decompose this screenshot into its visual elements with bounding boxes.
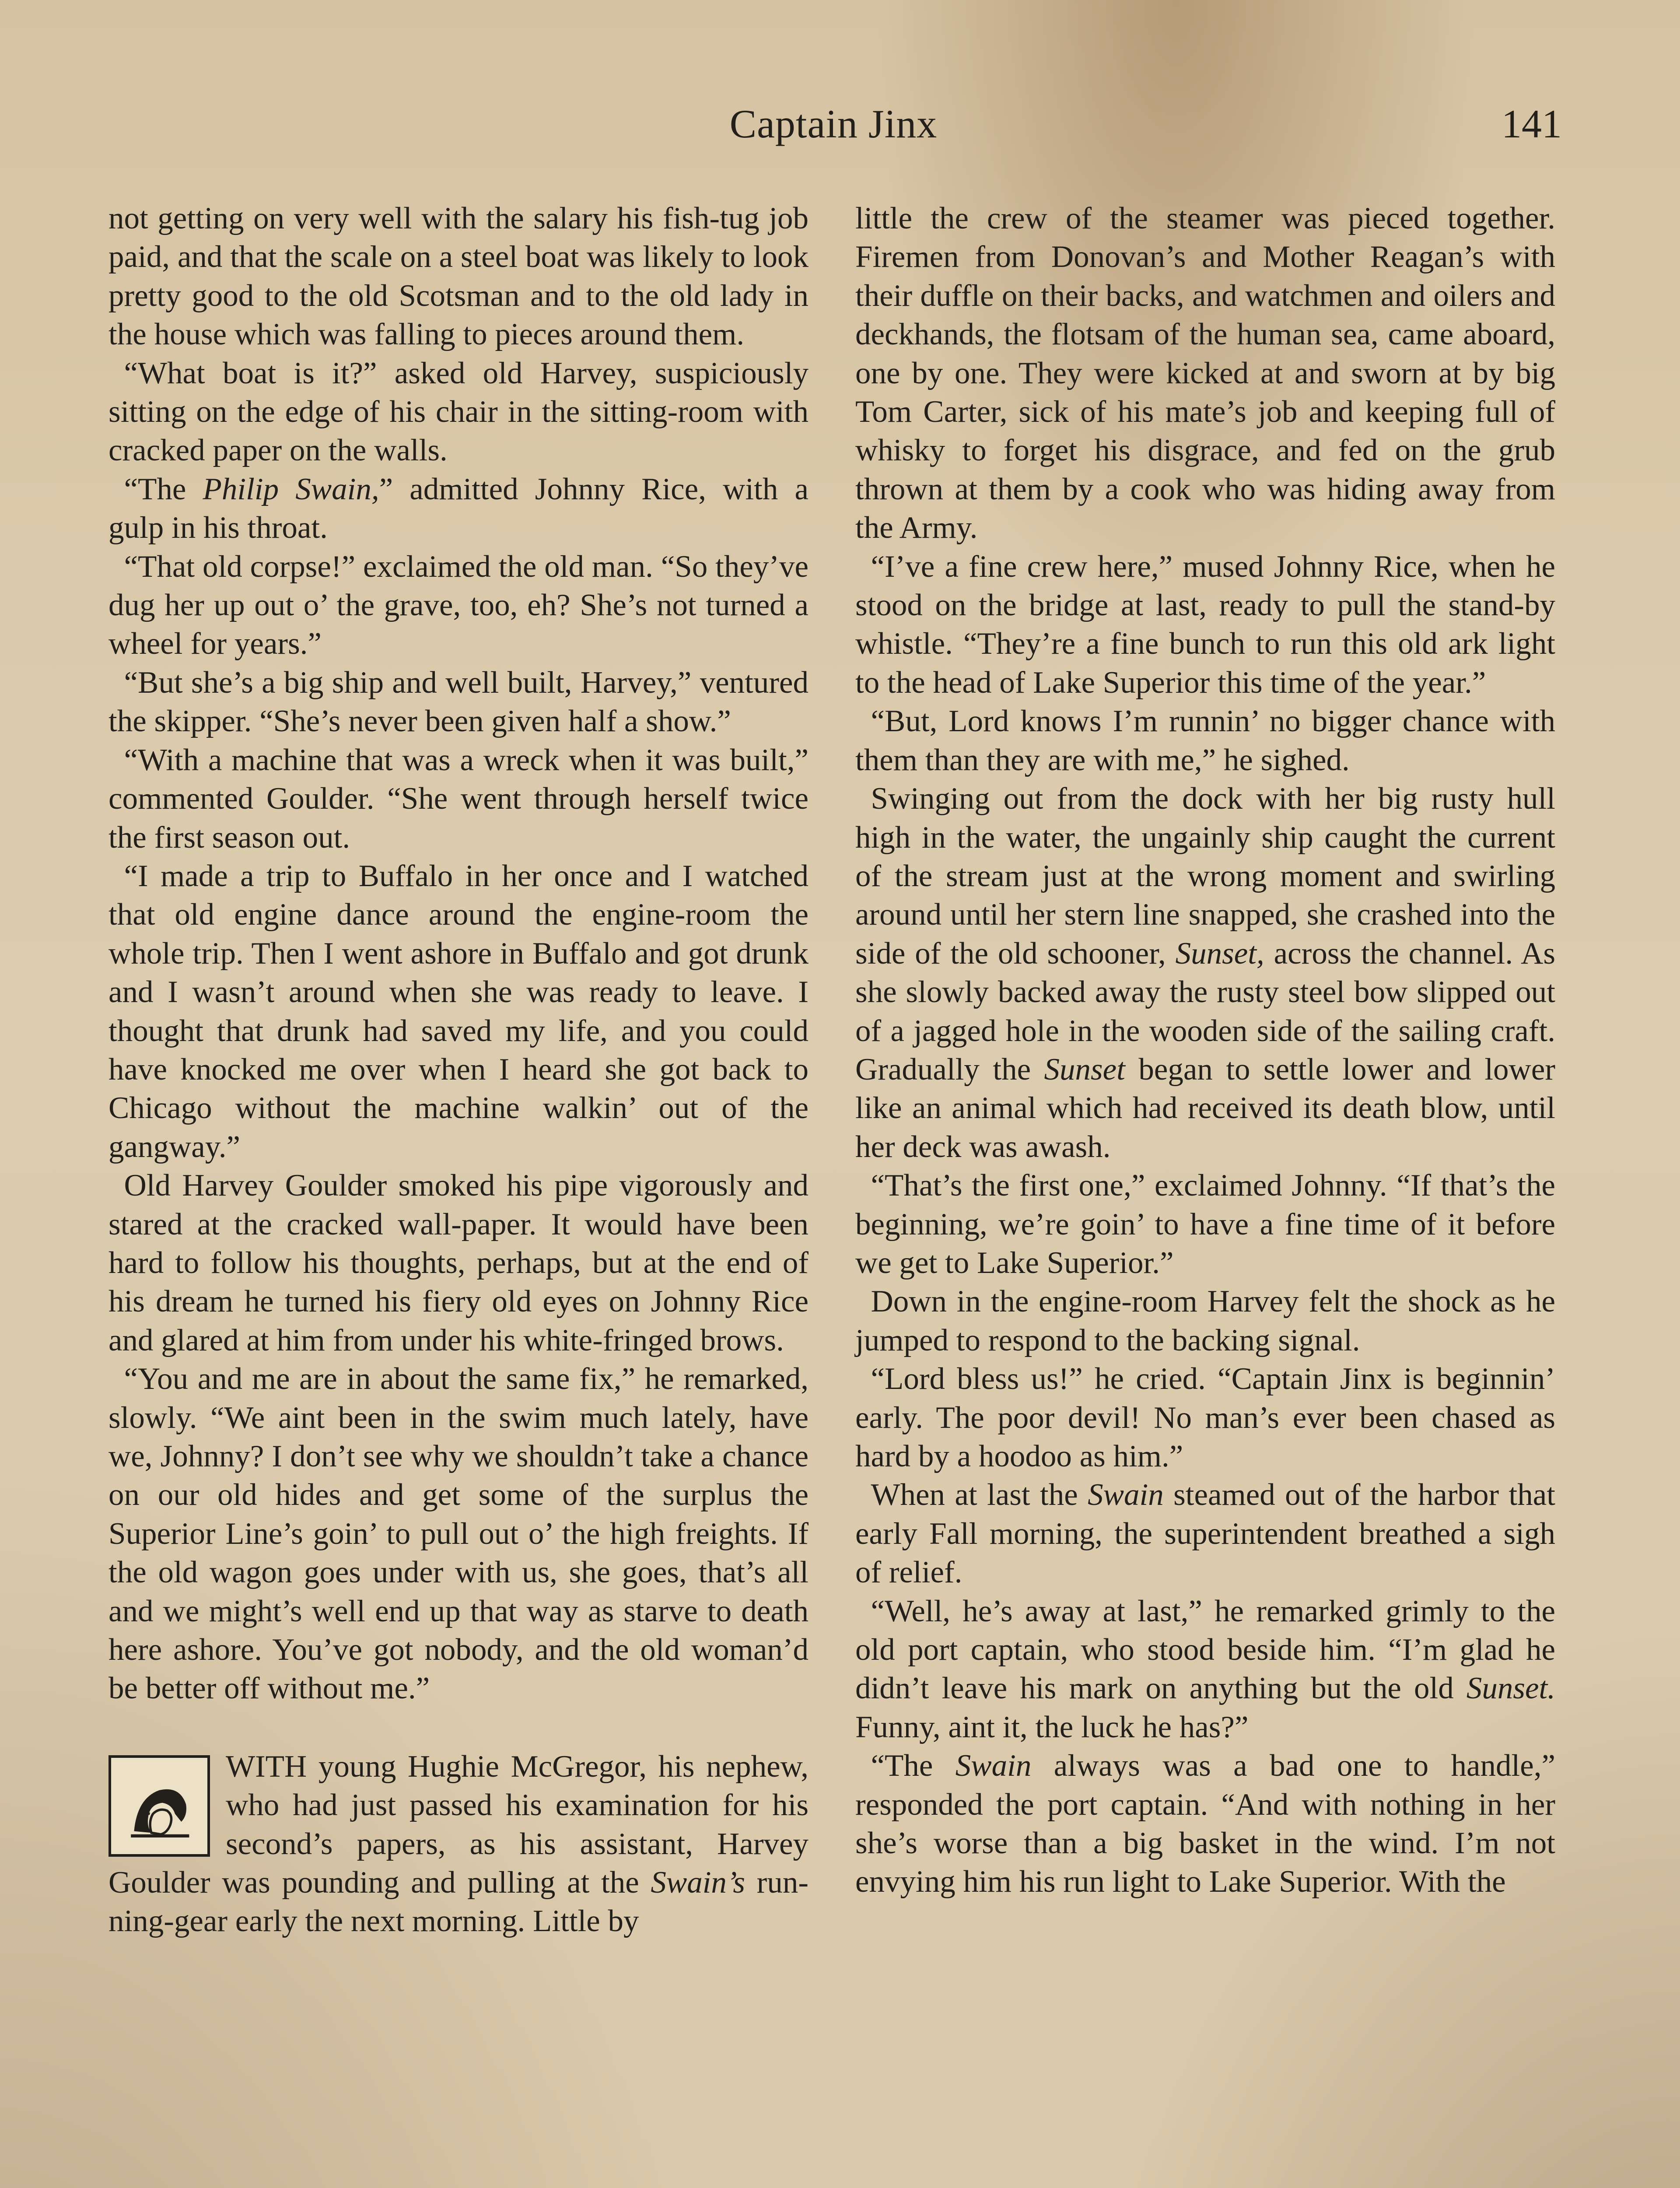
paragraph <box>855 1746 1555 1901</box>
ship-name: Sunset <box>1044 1052 1125 1087</box>
ship-name: Swain <box>1088 1478 1164 1512</box>
ship-name: Swain <box>955 1749 1032 1783</box>
ship-name: Philip Swain, <box>203 472 379 506</box>
paragraph <box>108 470 808 547</box>
paragraph: “What boat is it?” asked old Harvey, suspiciously sitting on the edge of his chair in the sitting-room with cracked paper on the walls. <box>108 356 808 468</box>
paragraph <box>855 779 1555 1166</box>
text-run: running-gear early the next morning. Little by <box>108 1865 808 1939</box>
ship-name: Sunset, <box>1175 936 1264 971</box>
paragraph: Old Harvey Goulder smoked his pipe vigorously and stared at the cracked wall-paper. It would have been hard to follow his thoughts, perhaps, but at the end of his dream he turned his fiery old eyes on Johnny Rice and glared at him from under his white-fringed brows. <box>108 1168 808 1357</box>
left-column <box>108 199 808 1941</box>
text-run: “The <box>871 1749 956 1783</box>
paragraph <box>855 1476 1555 1592</box>
text-run: always was a bad one to handle,” responded the port captain. “And with nothing in her she’s worse than a big basket in the wind. I’m not envying him his run light to Lake Superior. With the <box>855 1749 1555 1899</box>
text-run: “Well, he’s away at last,” he remarked grimly to the old port captain, who stood beside him. “I’m glad he didn’t leave his mark on anything but the old <box>855 1594 1555 1706</box>
text-run: When at last the <box>871 1478 1088 1512</box>
paragraph: “I made a trip to Buffalo in her once and I watched that old engine dance around the engine-room the whole trip. Then I went ashore in Buffalo and got drunk and I wasn’t around when she was ready to leave. I thought that drunk had saved my life, and you could have knocked me over when I heard she got back to Chicago without the machine walkin’ out of the gangway.” <box>108 859 808 1164</box>
text-run: across the channel. As she slowly backed away the rusty steel bow slipped out of a jagged hole in the wooden side of the sailing craft. Gradually the <box>855 936 1555 1087</box>
text-run: steamed out of the harbor that early Fall morning, the superintendent breathed a sigh of relief. <box>855 1478 1555 1590</box>
text-run: ” admitted Johnny Rice, with a gulp in his throat. <box>108 472 808 545</box>
paragraph: “That’s the first one,” exclaimed Johnny. “If that’s the beginning, we’re goin’ to have a fine time of it before we get to Lake Superior.” <box>855 1168 1555 1280</box>
ship-name: Sunset. <box>1466 1671 1555 1706</box>
page-title: Captain Jinx <box>729 102 938 146</box>
paragraph: “But, Lord knows I’m runnin’ no bigger chance with them than they are with me,” he sighed. <box>855 704 1555 777</box>
paragraph <box>855 1592 1555 1747</box>
paragraph: “That old corpse!” exclaimed the old man. “So they’ve dug her up out o’ the grave, too, eh? She’s not turned a wheel for years.” <box>108 549 808 661</box>
right-column <box>855 199 1555 1901</box>
paragraph: not getting on very well with the salary his fish-tug job paid, and that the scale on a steel boat was likely to look pretty good to the old Scotsman and to the old lady in the house which was falling to pieces around them. <box>108 201 808 352</box>
woman-portrait-icon <box>120 1767 199 1845</box>
text-run: WITH young Hughie McGregor, his nephew, who had just passed his examination for his second’s papers, as his assistant, Harvey Goulder was pounding and pulling at the <box>108 1749 808 1900</box>
text-run: Funny, aint it, the luck he has?” <box>855 1710 1249 1744</box>
ship-name: Swain’s <box>651 1865 746 1900</box>
text-run: Swinging out from the dock with her big rusty hull high in the water, the ungainly ship caught the current of the stream just at the wrong moment and swirling around until her stern line snapped, she crashed into the side of the old schooner, <box>855 782 1555 971</box>
paragraph: “With a machine that was a wreck when it was built,” commented Goulder. “She went through herself twice the first season out. <box>108 743 808 855</box>
decorative-initial-ornament <box>108 1755 210 1857</box>
page-number: 141 <box>1502 102 1562 146</box>
paragraph: Down in the engine-room Harvey felt the shock as he jumped to respond to the backing signal. <box>855 1284 1555 1357</box>
paragraph: “But she’s a big ship and well built, Harvey,” ventured the skipper. “She’s never been given half a show.” <box>108 665 808 739</box>
paragraph: “You and me are in about the same fix,” he remarked, slowly. “We aint been in the swim much lately, have we, Johnny? I don’t see why we shouldn’t take a chance on our old hides and get some of the surplus the Superior Line’s goin’ to pull out o’ the high freights. If the old wagon goes under with us, she goes, that’s all and we might’s well end up that way as starve to death here ashore. You’ve got nobody, and the old woman’d be better off without me.” <box>108 1362 808 1706</box>
text-run: began to settle lower and lower like an animal which had received its death blow, until her deck was awash. <box>855 1052 1555 1164</box>
text-run: “The <box>124 472 203 506</box>
paragraph: little the crew of the steamer was pieced together. Firemen from Donovan’s and Mother Reagan’s with their duffle on their backs, and watchmen and oilers and deckhands, the flotsam of the human sea, came aboard, one by one. They were kicked at and sworn at by big Tom Carter, sick of his mate’s job and keeping full of whisky to forget his disgrace, and fed on the grub thrown at them by a cook who was hiding away from the Army. <box>855 201 1555 545</box>
running-head <box>105 101 1562 158</box>
paragraph: “Lord bless us!” he cried. “Captain Jinx is beginnin’ early. The poor devil! No man’s ever been chased as hard by a hoodoo as him.” <box>855 1362 1555 1473</box>
section-opening-paragraph <box>108 1747 808 1941</box>
paragraph: “I’ve a fine crew here,” mused Johnny Rice, when he stood on the bridge at last, ready to pull the stand-by whistle. “They’re a fine bunch to run this old ark light to the head of Lake Superior this time of the year.” <box>855 549 1555 700</box>
